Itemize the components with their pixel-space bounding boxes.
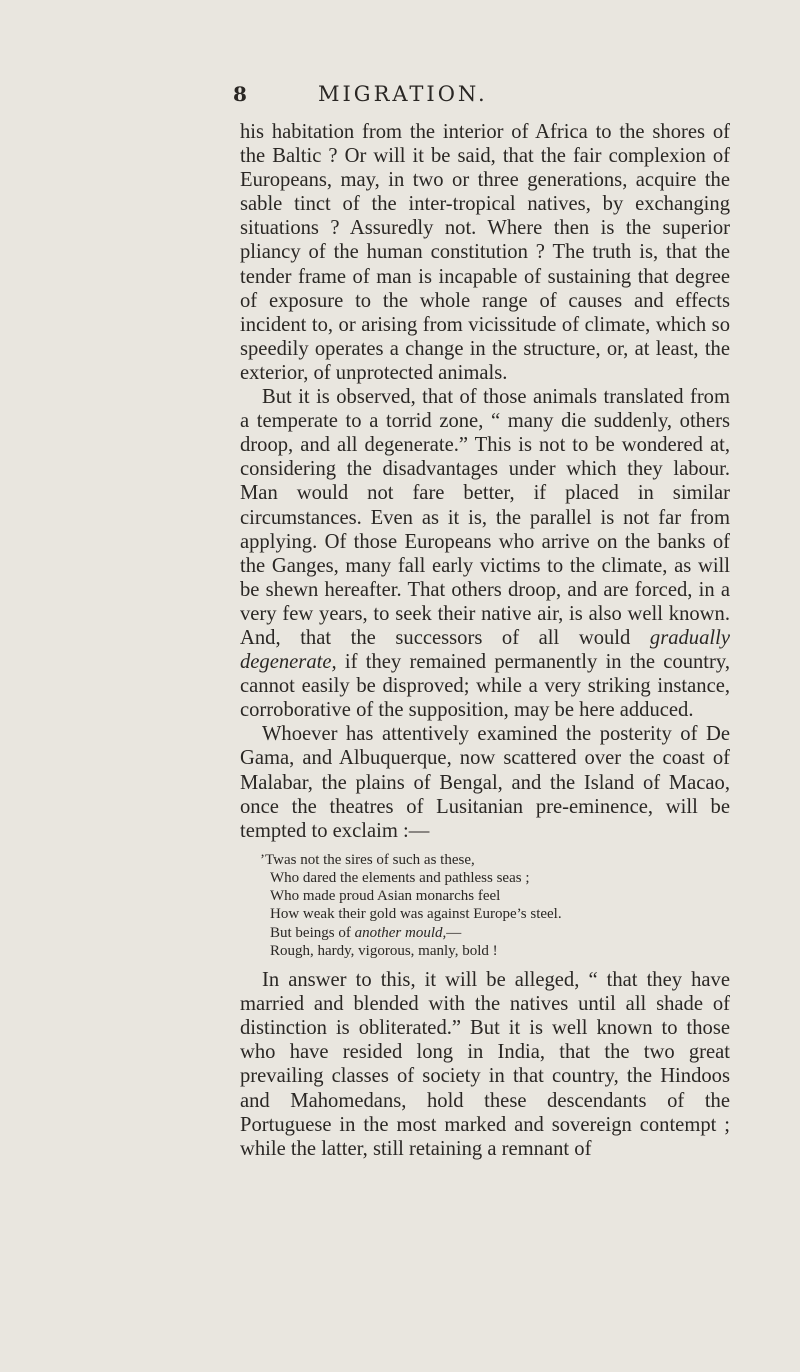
paragraph-3 (240, 722, 730, 842)
verse-line-1: ’Twas not the sires of such as these, (260, 851, 475, 868)
verse-line-3: Who made proud Asian monarchs feel (270, 888, 501, 905)
verse-dash: — (446, 924, 462, 941)
page-number: 8 (233, 82, 247, 106)
paragraph-4-text: In answer to this, it will be alleged, “ that they have married and blended with the natives until all shade of distinction is obliterated.” But it is well known to those who have resided long in India, that the two great prevailing classes of society in that country, the Hindoos and Mahomedans, hold these descendants of the Portuguese in the most marked and sovereign contempt ; while the latter, still retaining a remnant of (240, 969, 730, 1160)
verse-line-4: How weak their gold was against Europe’s steel. (270, 906, 562, 923)
verse-line-6: Rough, hardy, vigorous, manly, bold ! (270, 942, 498, 959)
paragraph-3-text: Whoever has attentively examined the posterity of De Gama, and Albuquerque, now scattered over the coast of Malabar, the plains of Bengal, and the Island of Macao, once the theatres of Lusitanian pre-eminence, will be tempted to exclaim :— (240, 723, 730, 842)
running-head (233, 82, 733, 106)
paragraph-2-continuation: if they remained permanently in the country, cannot easily be disproved; while a very striking instance, corroborative of the supposition, may be here adduced. (240, 651, 730, 722)
body-text (240, 120, 730, 1161)
paragraph-2-text: But it is observed, that of those animals translated from a temperate to a torrid zone, “ many die suddenly, others droop, and all degenerate.” This is not to be wondered at, considering the disadvantages under which they labour. Man would not fare better, if placed in similar circumstances. Even as it is, the parallel is not far from applying. Of those Europeans who arrive on the banks of the Ganges, many fall early victims to the climate, as will be shewn hereafter. That others droop, and are forced, in a very few years, to seek their native air, is also well known. And, that the successors of all would (240, 386, 730, 649)
verse-line-2: Who dared the elements and pathless seas ; (270, 870, 530, 887)
paragraph-1-text: his habitation from the interior of Africa to the shores of the Baltic ? Or will it be said, that the fair complexion of Europeans, may, in two or three generations, acquire the sable tinct of the inter-tropical natives, by exchanging situations ? Assuredly not. Where then is the superior pliancy of the human constitution ? The truth is, that the tender frame of man is incapable of sustaining that degree of exposure to the whole range of causes and effects incident to, or arising from vicissitude of climate, which so speedily operates a change in the structure, or, at least, the exterior, of unprotected animals. (240, 121, 730, 384)
verse-line-5-start: But beings of (270, 924, 351, 941)
paragraph-1 (240, 120, 730, 385)
paragraph-2 (240, 385, 730, 722)
emphasis-gradually-degenerate: gradually degenerate, (240, 626, 730, 674)
verse-quotation (260, 851, 730, 960)
verse-line-5 (260, 924, 730, 942)
running-title: MIGRATION. (318, 82, 488, 106)
verse-emphasis-another-mould: another mould, (354, 924, 447, 941)
paragraph-4 (240, 968, 730, 1161)
